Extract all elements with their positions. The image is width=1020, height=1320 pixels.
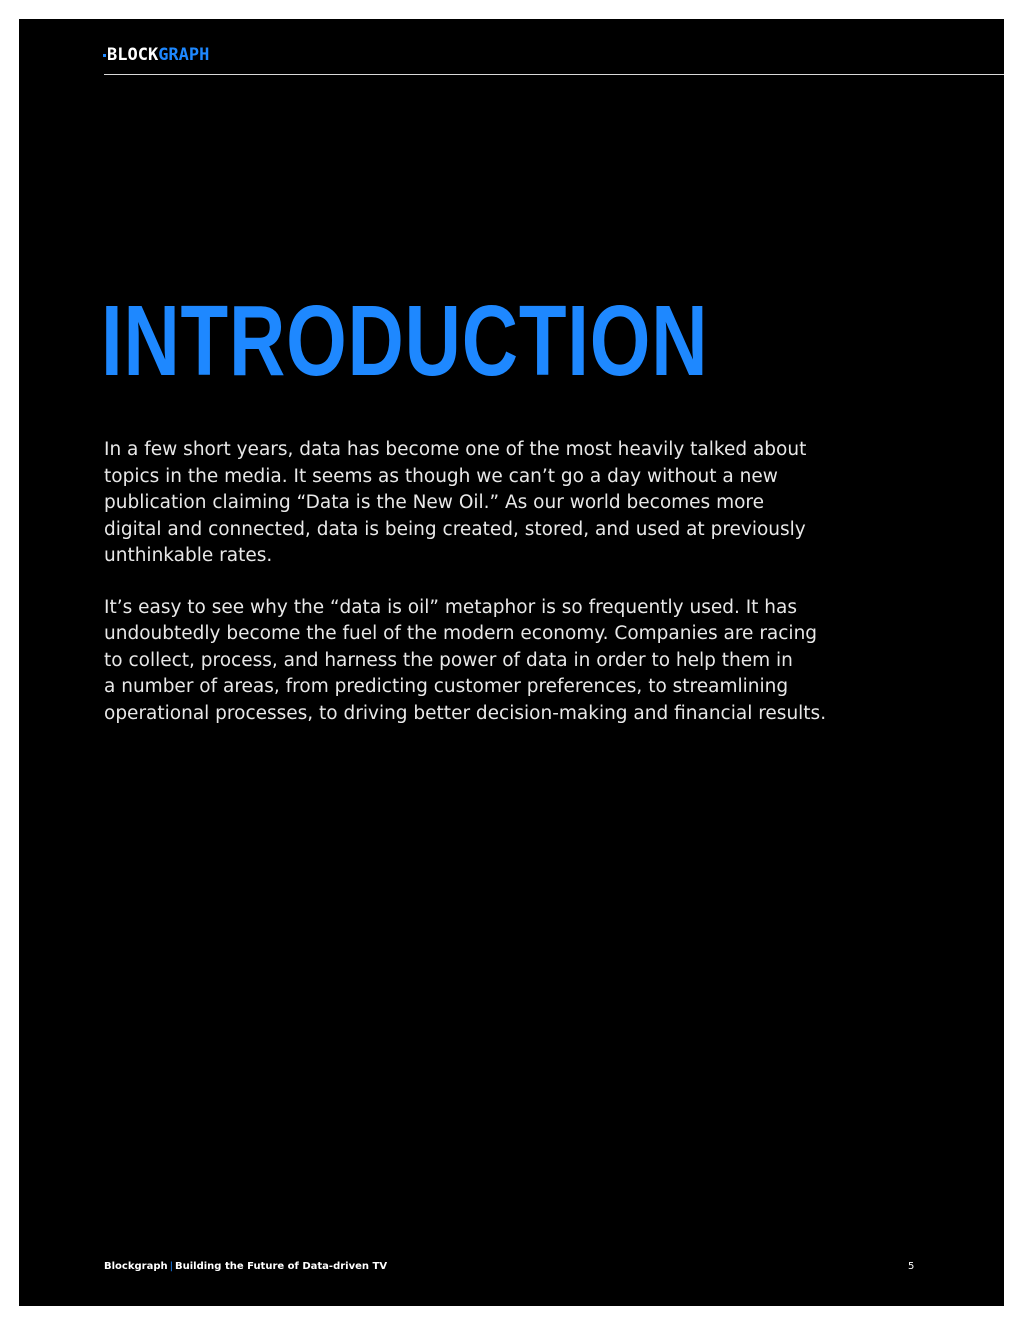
logo-text-graph: GRAPH [158, 45, 210, 65]
paragraph-2 [104, 595, 827, 728]
footer-separator: | [169, 1261, 173, 1272]
page-number: 5 [908, 1261, 915, 1272]
text-line: operational processes, to driving better decision-making and financial results. [104, 702, 827, 724]
text-line: unthinkable rates. [104, 545, 273, 566]
body-text [104, 437, 827, 752]
footer-tagline: Building the Future of Data-driven TV [175, 1261, 388, 1272]
footer-caption [104, 1261, 387, 1273]
blockgraph-logo [103, 45, 209, 65]
text-line: a number of areas, from predicting customer preferences, to streamlining [104, 676, 789, 697]
logo-text-block: BLOCK [107, 45, 159, 65]
paragraph-1 [104, 437, 807, 570]
text-line: topics in the media. It seems as though we can’t go a day without a new [104, 465, 778, 487]
footer-brand: Blockgraph [104, 1261, 168, 1272]
logo-dot-icon [103, 54, 106, 57]
text-line: It’s easy to see why the “data is oil” metaphor is so frequently used. It has [104, 596, 798, 618]
document-page [19, 19, 1004, 1306]
page-title: INTRODUCTION [101, 285, 709, 397]
header-divider [104, 74, 1004, 75]
text-line: undoubtedly become the fuel of the modern economy. Companies are racing [104, 623, 818, 644]
text-line: In a few short years, data has become one of the most heavily talked about [104, 439, 807, 460]
text-line: publication claiming “Data is the New Oil.” As our world becomes more [104, 492, 764, 513]
text-line: to collect, process, and harness the power of data in order to help them in [104, 649, 793, 671]
text-line: digital and connected, data is being created, stored, and used at previously [104, 518, 806, 540]
